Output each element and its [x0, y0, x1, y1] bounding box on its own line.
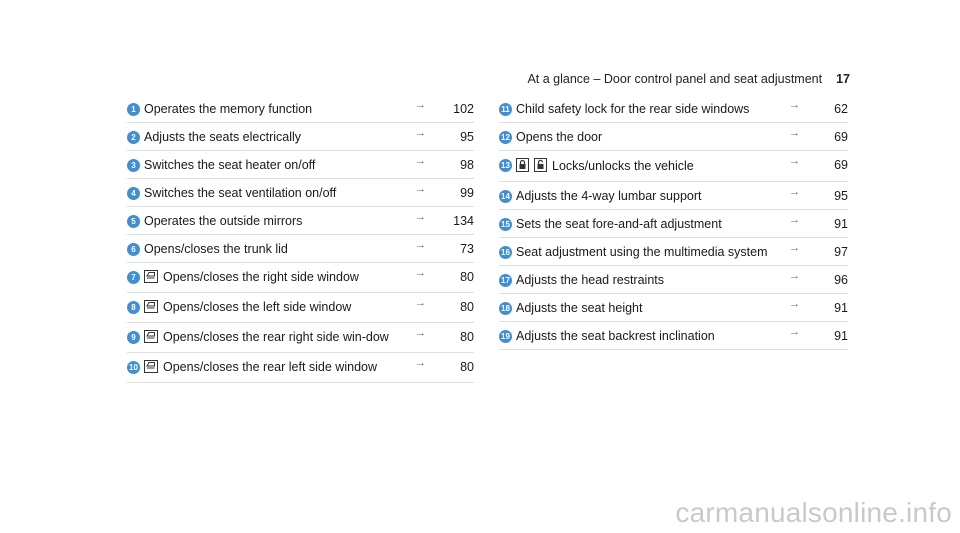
item-text: Adjusts the 4-way lumbar support: [516, 189, 702, 203]
page-header: [527, 72, 850, 86]
item-number-badge: 1: [127, 103, 140, 116]
item-text: Operates the outside mirrors: [144, 214, 303, 228]
lock-icon: [516, 158, 529, 175]
list-item: [127, 123, 474, 151]
item-number-badge: 14: [499, 190, 512, 203]
item-number-badge: 7: [127, 271, 140, 284]
window-icon: [144, 330, 158, 346]
page-reference-arrow: →: [789, 127, 800, 139]
page-reference[interactable]: 99: [460, 186, 474, 200]
left-column: [127, 95, 474, 383]
item-description: [516, 189, 770, 203]
list-item: [127, 293, 474, 323]
page-reference[interactable]: 95: [460, 130, 474, 144]
page-reference[interactable]: 102: [453, 102, 474, 116]
list-item: [127, 235, 474, 263]
item-description: [144, 102, 396, 116]
page-reference[interactable]: 80: [460, 300, 474, 314]
page-reference-arrow: →: [415, 155, 426, 167]
list-item: [499, 151, 848, 182]
page-reference-arrow: →: [789, 155, 800, 167]
item-description: [144, 186, 396, 200]
item-number-badge: 18: [499, 302, 512, 315]
page-reference-arrow: →: [789, 326, 800, 338]
list-item: [127, 207, 474, 235]
page-reference-arrow: →: [415, 297, 426, 309]
list-item: [499, 322, 848, 350]
list-item: [499, 95, 848, 123]
item-number-badge: 4: [127, 187, 140, 200]
item-number-badge: 6: [127, 243, 140, 256]
item-text: Opens/closes the rear left side window: [163, 360, 377, 374]
page-reference[interactable]: 97: [834, 245, 848, 259]
item-text: Opens the door: [516, 130, 603, 144]
page-reference[interactable]: 96: [834, 273, 848, 287]
watermark: carmanualsonline.info: [675, 497, 952, 528]
item-description: [516, 130, 770, 144]
list-item: [499, 294, 848, 322]
item-text: Adjusts the seat height: [516, 301, 643, 315]
page-reference[interactable]: 69: [834, 130, 848, 144]
item-text: Sets the seat fore-and-aft adjustment: [516, 217, 722, 231]
list-item: [127, 353, 474, 383]
item-number-badge: 17: [499, 274, 512, 287]
page-reference-arrow: →: [789, 214, 800, 226]
list-item: [499, 123, 848, 151]
item-description: [516, 329, 770, 343]
window-icon: [144, 270, 158, 286]
page-reference-arrow: →: [789, 270, 800, 282]
page-reference-arrow: →: [415, 183, 426, 195]
item-description: [144, 130, 396, 144]
item-number-badge: 16: [499, 246, 512, 259]
list-item: [499, 266, 848, 294]
page-reference[interactable]: 69: [834, 158, 848, 172]
page-reference[interactable]: 91: [834, 329, 848, 343]
page-reference-arrow: →: [415, 239, 426, 251]
item-description: [516, 301, 770, 315]
item-number-badge: 19: [499, 330, 512, 343]
item-number-badge: 10: [127, 361, 140, 374]
page-reference-arrow: →: [415, 127, 426, 139]
item-description: [516, 273, 770, 287]
item-number-badge: 3: [127, 159, 140, 172]
item-number-badge: 5: [127, 215, 140, 228]
list-item: [127, 263, 474, 293]
item-text: Seat adjustment using the multimedia system: [516, 245, 768, 259]
list-item: [127, 323, 474, 353]
page-reference[interactable]: 80: [460, 270, 474, 284]
page-reference[interactable]: 95: [834, 189, 848, 203]
page-reference[interactable]: 62: [834, 102, 848, 116]
item-description: [144, 270, 396, 286]
unlock-icon: [534, 158, 547, 175]
item-description: [144, 214, 396, 228]
page-reference-arrow: →: [415, 327, 426, 339]
list-item: [499, 182, 848, 210]
item-description: [144, 330, 396, 346]
item-description: [144, 300, 396, 316]
page-reference-arrow: →: [789, 298, 800, 310]
list-item: [127, 95, 474, 123]
page-reference-arrow: →: [415, 267, 426, 279]
item-text: Opens/closes the trunk lid: [144, 242, 288, 256]
page-reference[interactable]: 98: [460, 158, 474, 172]
item-text: Opens/closes the rear right side win-dow: [163, 330, 389, 344]
item-number-badge: 2: [127, 131, 140, 144]
page-reference[interactable]: 91: [834, 301, 848, 315]
item-text: Adjusts the head restraints: [516, 273, 664, 287]
item-text: Switches the seat ventilation on/off: [144, 186, 337, 200]
page-reference[interactable]: 80: [460, 360, 474, 374]
page-number: 17: [836, 72, 850, 86]
item-description: [144, 158, 396, 172]
page-reference-arrow: →: [789, 242, 800, 254]
page-reference-arrow: →: [789, 186, 800, 198]
item-description: [144, 360, 396, 376]
item-text: Opens/closes the left side window: [163, 300, 352, 314]
item-description: [516, 245, 770, 259]
item-number-badge: 15: [499, 218, 512, 231]
page-reference-arrow: →: [415, 99, 426, 111]
page-reference[interactable]: 91: [834, 217, 848, 231]
item-text: Adjusts the seats electrically: [144, 130, 302, 144]
page-reference-arrow: →: [415, 357, 426, 369]
item-number-badge: 12: [499, 131, 512, 144]
window-icon: [144, 300, 158, 316]
item-text: Switches the seat heater on/off: [144, 158, 316, 172]
page-reference-arrow: →: [789, 99, 800, 111]
item-number-badge: 8: [127, 301, 140, 314]
list-item: [499, 238, 848, 266]
item-description: [516, 102, 770, 116]
page-reference[interactable]: 134: [453, 214, 474, 228]
item-description: [516, 217, 770, 231]
item-text: Adjusts the seat backrest inclination: [516, 329, 715, 343]
page-reference[interactable]: 80: [460, 330, 474, 344]
list-item: [127, 179, 474, 207]
page-reference[interactable]: 73: [460, 242, 474, 256]
item-description: [516, 158, 770, 175]
page-reference-arrow: →: [415, 211, 426, 223]
window-icon: [144, 360, 158, 376]
item-number-badge: 13: [499, 159, 512, 172]
header-title: At a glance – Door control panel and seat adjustment: [527, 72, 823, 86]
list-item: [499, 210, 848, 238]
item-text: Operates the memory function: [144, 102, 313, 116]
list-item: [127, 151, 474, 179]
right-column: [499, 95, 848, 350]
item-number-badge: 9: [127, 331, 140, 344]
item-description: [144, 242, 396, 256]
item-text: Opens/closes the right side window: [163, 270, 359, 284]
item-number-badge: 11: [499, 103, 512, 116]
item-text: Locks/unlocks the vehicle: [552, 159, 694, 173]
item-text: Child safety lock for the rear side windows: [516, 102, 750, 116]
